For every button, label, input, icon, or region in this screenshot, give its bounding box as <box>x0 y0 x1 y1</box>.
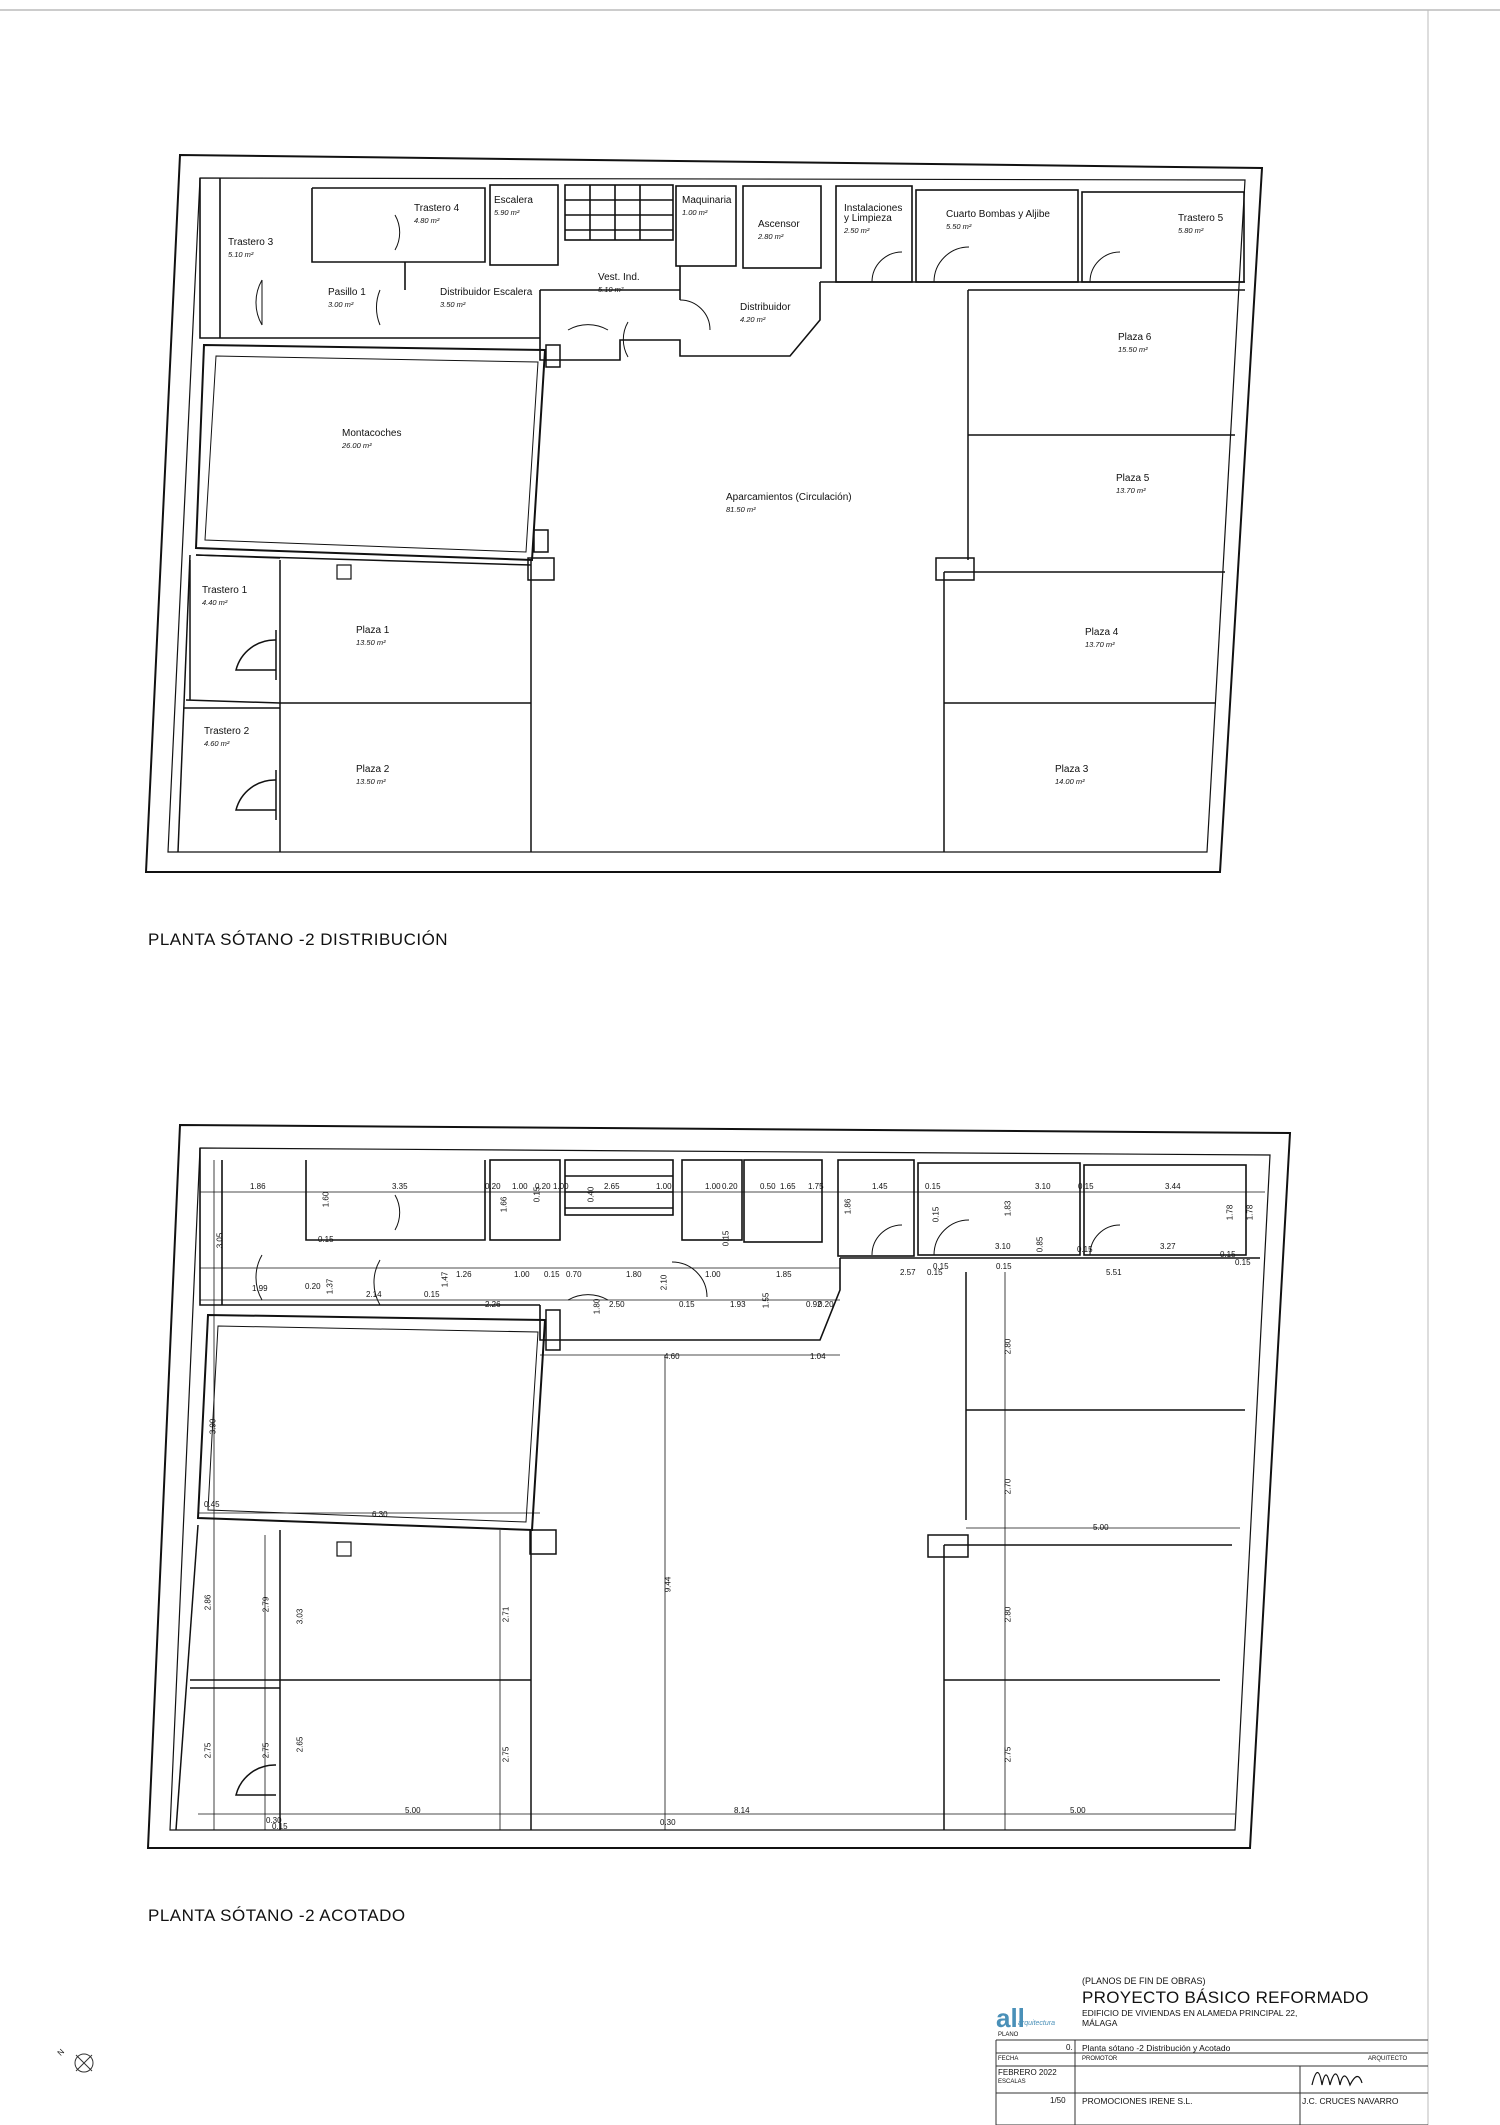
room-name: Maquinaria <box>682 195 732 206</box>
dimension-label: 2.10 <box>659 1274 669 1291</box>
dimension-label: 2.80 <box>1003 1606 1013 1623</box>
dimension-label: 3.27 <box>1160 1242 1176 1251</box>
escalas-label: ESCALAS <box>998 2079 1026 2085</box>
dimension-label: 2.57 <box>900 1268 916 1277</box>
room-name: Distribuidor Escalera <box>440 287 533 298</box>
dimension-label: 0.15 <box>996 1262 1012 1271</box>
project-address-line2: MÁLAGA <box>1082 2018 1118 2028</box>
room-area: 4.80 m² <box>414 216 440 225</box>
project-address-line1: EDIFICIO DE VIVIENDAS EN ALAMEDA PRINCIPAL 22, <box>1082 2008 1298 2018</box>
dimension-label: 2.75 <box>203 1742 213 1759</box>
room-area: 13.50 m² <box>356 777 386 786</box>
room-label <box>204 726 249 748</box>
room-area: 2.80 m² <box>758 232 784 241</box>
dimension-label: 1.00 <box>705 1270 721 1279</box>
dimension-label: 2.86 <box>203 1594 213 1611</box>
basement-distribution-plan <box>146 155 1262 872</box>
room-area: 13.70 m² <box>1085 640 1115 649</box>
room-area: 3.50 m² <box>440 300 466 309</box>
dimension-label: 1.04 <box>810 1352 826 1361</box>
dimension-label: 0.85 <box>1035 1236 1045 1253</box>
dimension-label: 0.15 <box>721 1230 731 1247</box>
dimension-label: 1.86 <box>250 1182 266 1191</box>
room-label <box>356 625 389 647</box>
room-area: 3.00 m² <box>328 300 354 309</box>
dimension-label: 5.00 <box>1070 1806 1086 1815</box>
dimension-label: 1.75 <box>808 1182 824 1191</box>
room-area: 26.00 m² <box>342 441 372 450</box>
dimension-label: 0.92 <box>806 1300 822 1309</box>
room-area: 14.00 m² <box>1055 777 1085 786</box>
room-area: 5.90 m² <box>494 208 520 217</box>
room-name: Plaza 1 <box>356 625 390 636</box>
dimension-label: 1.78 <box>1225 1204 1235 1221</box>
dimension-label: 3.44 <box>1165 1182 1181 1191</box>
room-label <box>1085 627 1118 649</box>
room-label <box>758 219 800 241</box>
dimension-label: 9.44 <box>663 1576 673 1593</box>
dimension-label: 0.15 <box>679 1300 695 1309</box>
dimension-label: 1.45 <box>872 1182 888 1191</box>
room-area: 1.00 m² <box>682 208 708 217</box>
dimension-label: 1.55 <box>761 1292 771 1309</box>
basement-dimensioned-plan <box>148 1125 1290 1848</box>
dimension-label: 0.70 <box>566 1270 582 1279</box>
dimension-label: 1.47 <box>440 1271 450 1288</box>
dimension-label: 1.00 <box>512 1182 528 1191</box>
dimension-label: 6.30 <box>372 1510 388 1519</box>
room-name: Plaza 6 <box>1118 332 1152 343</box>
top-plan-caption: PLANTA SÓTANO -2 DISTRIBUCIÓN <box>148 930 449 949</box>
room-area: 5.10 m² <box>228 250 254 259</box>
room-name: Plaza 3 <box>1055 764 1089 775</box>
bottom-plan-caption: PLANTA SÓTANO -2 ACOTADO <box>148 1906 406 1925</box>
dimension-label: 0.15 <box>424 1290 440 1299</box>
dimension-label: 3.35 <box>392 1182 408 1191</box>
dimension-label: 1.65 <box>780 1182 796 1191</box>
room-name: Trastero 1 <box>202 585 248 596</box>
room-name: Escalera <box>494 195 533 206</box>
project-title: PROYECTO BÁSICO REFORMADO <box>1082 1988 1369 2007</box>
room-area: 15.50 m² <box>1118 345 1148 354</box>
dimension-label: 2.79 <box>261 1596 271 1613</box>
dimension-label: 3.10 <box>995 1242 1011 1251</box>
room-name: Montacoches <box>342 428 402 439</box>
dimension-label: 3.03 <box>295 1608 305 1625</box>
dimension-label: 1.00 <box>514 1270 530 1279</box>
room-name: Trastero 2 <box>204 726 250 737</box>
dimension-label: 0.15 <box>1220 1250 1236 1259</box>
dimension-label: 0.20 <box>485 1182 501 1191</box>
room-name: Ascensor <box>758 219 800 230</box>
room-name-line2: y Limpieza <box>844 213 892 224</box>
dimension-label: 2.80 <box>1003 1338 1013 1355</box>
dimension-label: 0.15 <box>318 1235 334 1244</box>
dimension-label: 1.66 <box>499 1196 509 1213</box>
room-area: 2.50 m² <box>844 226 870 235</box>
dimension-label: 1.00 <box>656 1182 672 1191</box>
dimension-label: 0.15 <box>272 1822 288 1831</box>
plano-description: Planta sótano -2 Distribución y Acotado <box>1082 2043 1231 2053</box>
room-name: Vest. Ind. <box>598 272 640 283</box>
room-label <box>414 203 459 225</box>
room-area: 13.70 m² <box>1116 486 1146 495</box>
room-name: Trastero 4 <box>414 203 460 214</box>
room-area: 13.50 m² <box>356 638 386 647</box>
dimension-label: 3.90 <box>208 1418 218 1435</box>
dimension-label: 1.00 <box>553 1182 569 1191</box>
logo-text: arquitectura <box>1018 2020 1055 2027</box>
dimension-label: 0.15 <box>1077 1245 1093 1254</box>
fecha-label: FECHA <box>998 2056 1019 2062</box>
dimension-label: 2.50 <box>609 1300 625 1309</box>
dimension-label: 0.15 <box>1235 1258 1251 1267</box>
room-name: Trastero 5 <box>1178 213 1224 224</box>
dimension-label: 2.75 <box>261 1742 271 1759</box>
dimension-label: 1.26 <box>456 1270 472 1279</box>
dimension-label: 2.70 <box>1003 1478 1013 1495</box>
room-label <box>202 585 247 607</box>
dimension-label: 5.00 <box>1093 1523 1109 1532</box>
room-label <box>1116 473 1149 495</box>
dimension-label: 1.80 <box>626 1270 642 1279</box>
dimension-label: 1.93 <box>730 1300 746 1309</box>
dimension-label: 0.15 <box>1078 1182 1094 1191</box>
svg-text:all: all <box>996 2003 1025 2033</box>
company-logo <box>996 2003 1025 2033</box>
dimension-label: 1.80 <box>592 1298 602 1315</box>
dimension-label: 1.00 <box>705 1182 721 1191</box>
room-label <box>682 195 731 217</box>
dimension-label: 5.00 <box>405 1806 421 1815</box>
room-name: Plaza 2 <box>356 764 390 775</box>
dimension-label: 2.26 <box>485 1300 501 1309</box>
dimension-label: 8.14 <box>734 1806 750 1815</box>
promotor-value: PROMOCIONES IRENE S.L. <box>1082 2096 1193 2106</box>
dimension-label: 2.71 <box>501 1606 511 1623</box>
room-label <box>440 287 532 309</box>
plano-label: PLANO <box>998 2032 1019 2038</box>
north-arrow-icon <box>75 2054 93 2072</box>
dimension-label: 0.40 <box>586 1186 596 1203</box>
dimension-label: 0.30 <box>266 1816 282 1825</box>
room-name: Trastero 3 <box>228 237 274 248</box>
dimension-label: 0.15 <box>931 1206 941 1223</box>
dimension-label: 1.78 <box>1245 1204 1255 1221</box>
arquitecto-label: ARQUITECTO <box>1368 2056 1408 2062</box>
room-label <box>1118 332 1151 354</box>
room-name: Distribuidor <box>740 302 791 313</box>
room-label <box>598 272 640 294</box>
room-name: Pasillo 1 <box>328 287 366 298</box>
room-label <box>356 764 389 786</box>
dimension-label: 5.51 <box>1106 1268 1122 1277</box>
dimension-label: 0.15 <box>532 1186 542 1203</box>
room-area: 81.50 m² <box>726 505 756 514</box>
dimension-label: 1.85 <box>776 1270 792 1279</box>
escalas-value: 1/50 <box>1050 2096 1066 2105</box>
dimension-label: 4.60 <box>664 1352 680 1361</box>
plano-value: 0. <box>1066 2043 1073 2052</box>
dimension-label: 0.15 <box>925 1182 941 1191</box>
architect-signature <box>1312 2073 1362 2086</box>
dimension-label: 0.20 <box>722 1182 738 1191</box>
dimension-label: 0.50 <box>760 1182 776 1191</box>
room-area: 5.10 m² <box>598 285 624 294</box>
room-label <box>844 203 902 235</box>
arquitecto-value: J.C. CRUCES NAVARRO <box>1302 2096 1399 2106</box>
dimension-label: 2.75 <box>1003 1746 1013 1763</box>
dimension-label: 0.15 <box>927 1268 943 1277</box>
room-label <box>328 287 366 309</box>
dimension-label: 2.75 <box>501 1746 511 1763</box>
room-name: Aparcamientos (Circulación) <box>726 492 852 503</box>
dimension-label: 2.65 <box>604 1182 620 1191</box>
room-name: Instalaciones <box>844 203 903 214</box>
dimension-label: 1.99 <box>252 1284 268 1293</box>
room-label <box>228 237 273 259</box>
room-area: 4.60 m² <box>204 739 230 748</box>
room-label <box>342 428 401 450</box>
room-label <box>740 302 791 324</box>
promotor-label: PROMOTOR <box>1082 2056 1118 2062</box>
room-label <box>1178 213 1223 235</box>
dimension-label: 0.45 <box>204 1500 220 1509</box>
dimension-label: 2.14 <box>366 1290 382 1299</box>
room-area: 5.80 m² <box>1178 226 1204 235</box>
fecha-value: FEBRERO 2022 <box>998 2068 1057 2077</box>
title-block-subheading: (PLANOS DE FIN DE OBRAS) <box>1082 1976 1206 1986</box>
room-area: 5.50 m² <box>946 222 972 231</box>
room-area: 4.40 m² <box>202 598 228 607</box>
dimension-label: 3.10 <box>1035 1182 1051 1191</box>
room-label <box>1055 764 1088 786</box>
dimension-label: 1.60 <box>321 1191 331 1208</box>
room-area: 4.20 m² <box>740 315 766 324</box>
dimension-label: 2.65 <box>295 1736 305 1753</box>
room-label <box>946 209 1050 231</box>
dimension-label: 0.20 <box>818 1300 834 1309</box>
room-label <box>494 195 533 217</box>
dimension-label: 1.37 <box>325 1278 335 1295</box>
room-name: Plaza 4 <box>1085 627 1119 638</box>
dimension-label: 0.15 <box>544 1270 560 1279</box>
room-name: Cuarto Bombas y Aljibe <box>946 209 1050 220</box>
room-label <box>726 492 852 514</box>
dimension-label: 1.86 <box>843 1198 853 1215</box>
dimension-label: 0.30 <box>660 1818 676 1827</box>
dimension-label: 3.05 <box>215 1232 225 1249</box>
dimension-label: 0.15 <box>933 1262 949 1271</box>
north-label: N <box>55 2047 67 2058</box>
dimension-label: 0.20 <box>535 1182 551 1191</box>
room-name: Plaza 5 <box>1116 473 1150 484</box>
dimension-label: 0.20 <box>305 1282 321 1291</box>
dimension-label: 1.83 <box>1003 1200 1013 1217</box>
